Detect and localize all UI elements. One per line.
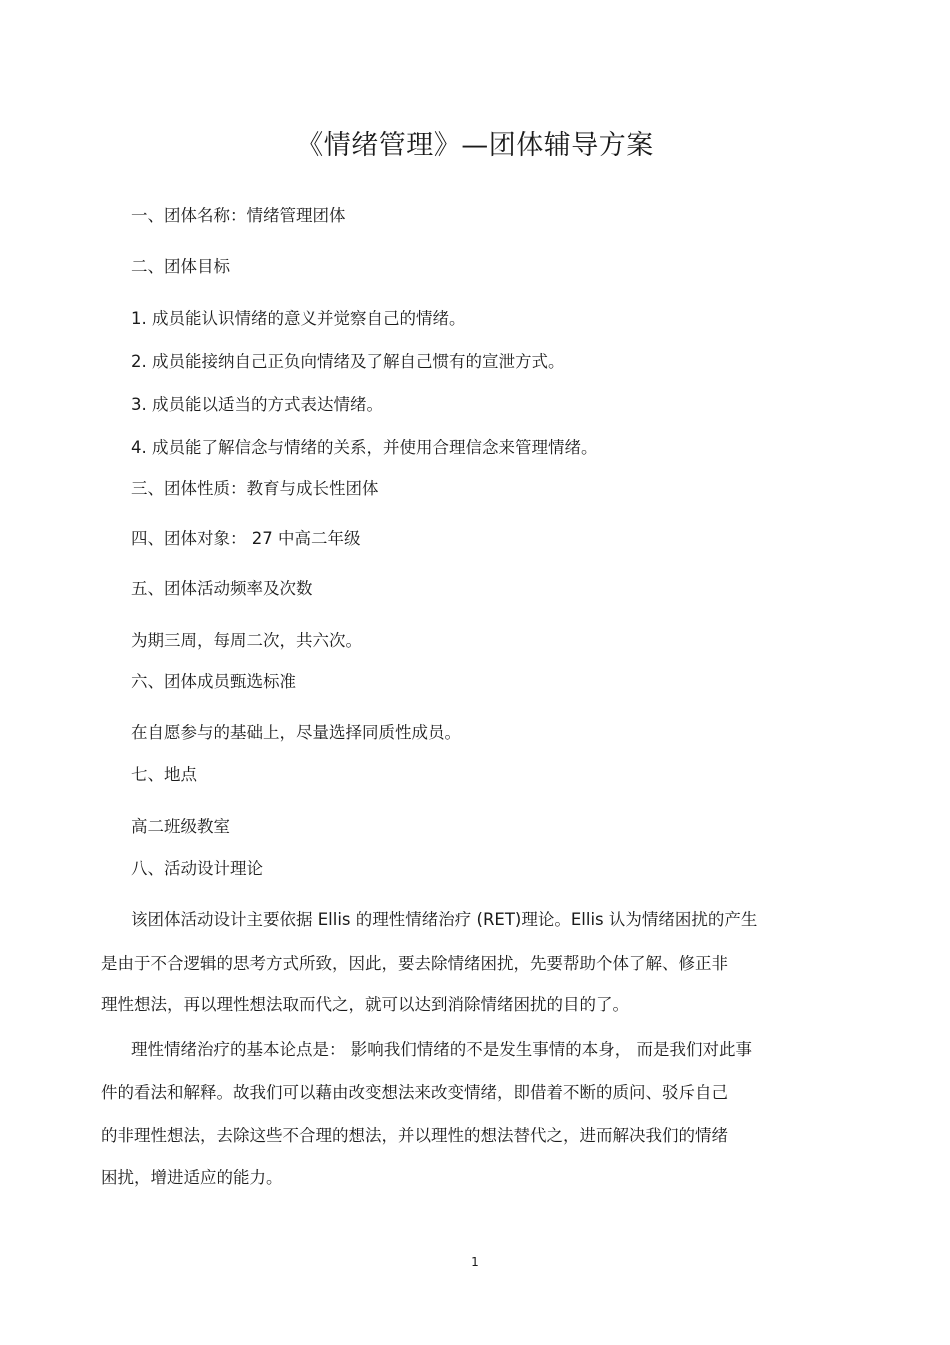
- goal-item-4: 4. 成员能了解信念与情绪的关系，并使用合理信念来管理情绪。: [131, 438, 598, 457]
- theory-paragraph-1-line-1: 该团体活动设计主要依据 Ellis 的理性情绪治疗 (RET)理论。Ellis 认为情绪困扰的产生: [131, 910, 758, 929]
- section-selection-text: 在自愿参与的基础上，尽量选择同质性成员。: [131, 723, 461, 742]
- section-group-target: 四、团体对象： 27 中高二年级: [131, 529, 361, 548]
- theory-paragraph-2-line-4: 困扰，增进适应的能力。: [101, 1168, 283, 1187]
- section-frequency-text: 为期三周，每周二次，共六次。: [131, 631, 362, 650]
- goal-item-3: 3. 成员能以适当的方式表达情绪。: [131, 395, 383, 414]
- section-frequency-heading: 五、团体活动频率及次数: [131, 579, 313, 598]
- theory-paragraph-2-line-2: 件的看法和解释。故我们可以藉由改变想法来改变情绪，即借着不断的质问、驳斥自己: [101, 1083, 728, 1102]
- theory-paragraph-2-line-3: 的非理性想法，去除这些不合理的想法，并以理性的想法替代之，进而解决我们的情绪: [101, 1126, 728, 1145]
- section-group-goals-heading: 二、团体目标: [131, 257, 230, 276]
- section-selection-heading: 六、团体成员甄选标准: [131, 672, 296, 691]
- page-number: 1: [471, 1255, 479, 1269]
- goal-item-2: 2. 成员能接纳自己正负向情绪及了解自己惯有的宣泄方式。: [131, 352, 565, 371]
- theory-paragraph-1-line-3: 理性想法，再以理性想法取而代之，就可以达到消除情绪困扰的目的了。: [101, 995, 629, 1014]
- section-location-text: 高二班级教室: [131, 817, 230, 836]
- section-group-nature: 三、团体性质：教育与成长性团体: [131, 479, 379, 498]
- section-group-name: 一、团体名称：情绪管理团体: [131, 206, 346, 225]
- document-title: 《情绪管理》—团体辅导方案: [296, 130, 654, 161]
- goal-item-1: 1. 成员能认识情绪的意义并觉察自己的情绪。: [131, 309, 466, 328]
- section-theory-heading: 八、活动设计理论: [131, 859, 263, 878]
- theory-paragraph-1-line-2: 是由于不合逻辑的思考方式所致，因此，要去除情绪困扰，先要帮助个体了解、修正非: [101, 954, 728, 973]
- theory-paragraph-2-line-1: 理性情绪治疗的基本论点是： 影响我们情绪的不是发生事情的本身， 而是我们对此事: [131, 1040, 752, 1059]
- section-location-heading: 七、地点: [131, 765, 197, 784]
